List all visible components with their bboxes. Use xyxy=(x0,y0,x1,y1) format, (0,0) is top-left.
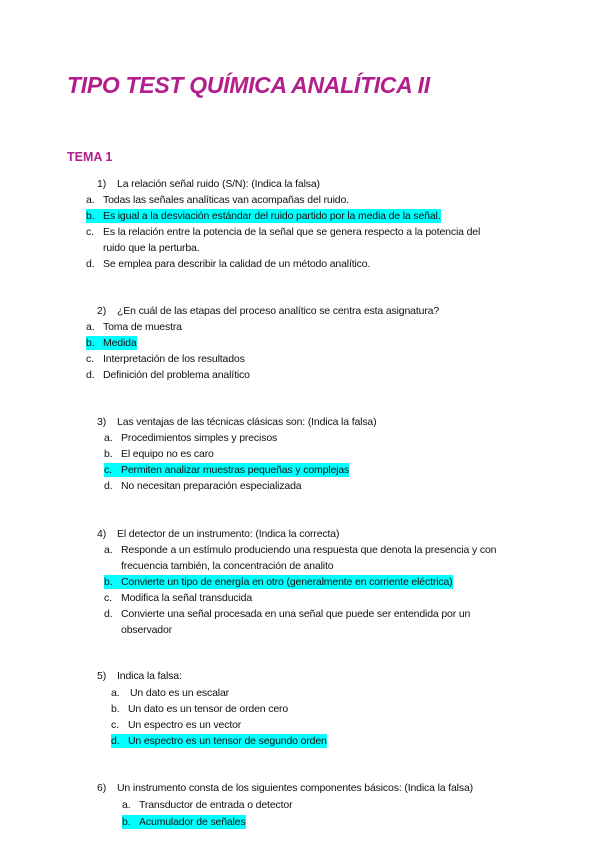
option-2b-highlighted: b. Medida xyxy=(86,337,137,349)
question-number: 1) xyxy=(97,178,107,190)
question-number: 6) xyxy=(97,782,107,794)
question-number: 5) xyxy=(97,670,107,682)
option-1b-highlighted: b. Es igual a la desviación estándar del ruido partido por la media de la señal. xyxy=(86,210,441,222)
option-2c: c. Interpretación de los resultados xyxy=(86,353,245,365)
option-1d: d. Se emplea para describir la calidad de un método analítico. xyxy=(86,258,371,270)
option-2d: d. Definición del problema analítico xyxy=(86,369,250,381)
option-5b: b. Un dato es un tensor de orden cero xyxy=(111,703,289,715)
option-4d-continued: observador xyxy=(121,624,173,636)
document-title: TIPO TEST QUÍMICA ANALÍTICA II xyxy=(67,72,430,98)
option-3d: d. No necesitan preparación especializada xyxy=(104,480,302,492)
question-3 xyxy=(97,415,376,429)
option-4a: a. Responde a un estímulo produciendo una respuesta que denota la presencia y con xyxy=(104,544,497,556)
option-2a: a. Toma de muestra xyxy=(86,321,182,333)
question-text: Las ventajas de las técnicas clásicas son: (Indica la falsa) xyxy=(117,416,377,428)
section-heading: TEMA 1 xyxy=(67,150,113,164)
question-number: 2) xyxy=(97,305,107,317)
option-5a: a. Un dato es un escalar xyxy=(111,687,229,699)
question-number: 4) xyxy=(97,528,107,540)
option-6a: a. Transductor de entrada o detector xyxy=(122,799,293,811)
option-5c: c. Un espectro es un vector xyxy=(111,719,242,731)
question-5 xyxy=(97,669,182,683)
option-1c-continued: ruido que la perturba. xyxy=(103,242,200,254)
question-number: 3) xyxy=(97,416,107,428)
question-4 xyxy=(97,527,339,541)
question-text: Indica la falsa: xyxy=(117,670,182,682)
option-1a: a. Todas las señales analíticas van acompañas del ruido. xyxy=(86,194,349,206)
option-4a-continued: frecuencia también, la concentración de analito xyxy=(121,560,334,572)
option-1c: c. Es la relación entre la potencia de la señal que se genera respecto a la potencia del xyxy=(86,226,481,238)
option-3a: a. Procedimientos simples y precisos xyxy=(104,432,278,444)
option-6b-highlighted: b. Acumulador de señales xyxy=(122,816,246,828)
option-4d: d. Convierte una señal procesada en una señal que puede ser entendida por un xyxy=(104,608,471,620)
question-6 xyxy=(97,781,473,795)
question-text: El detector de un instrumento: (Indica la correcta) xyxy=(117,528,340,540)
question-text: ¿En cuál de las etapas del proceso analítico se centra esta asignatura? xyxy=(117,305,440,317)
option-4b-highlighted: b. Convierte un tipo de energía en otro (generalmente en corriente eléctrica) xyxy=(104,576,453,588)
question-1 xyxy=(97,177,320,191)
question-text: Un instrumento consta de los siguientes componentes básicos: (Indica la falsa) xyxy=(117,782,473,794)
question-2 xyxy=(97,304,439,318)
option-4c: c. Modifica la señal transducida xyxy=(104,592,253,604)
option-3b: b. El equipo no es caro xyxy=(104,448,214,460)
question-text: La relación señal ruido (S/N): (Indica la falsa) xyxy=(117,178,320,190)
option-3c-highlighted: c. Permiten analizar muestras pequeñas y complejas xyxy=(104,464,350,476)
option-5d-highlighted: d. Un espectro es un tensor de segundo orden xyxy=(111,735,327,747)
